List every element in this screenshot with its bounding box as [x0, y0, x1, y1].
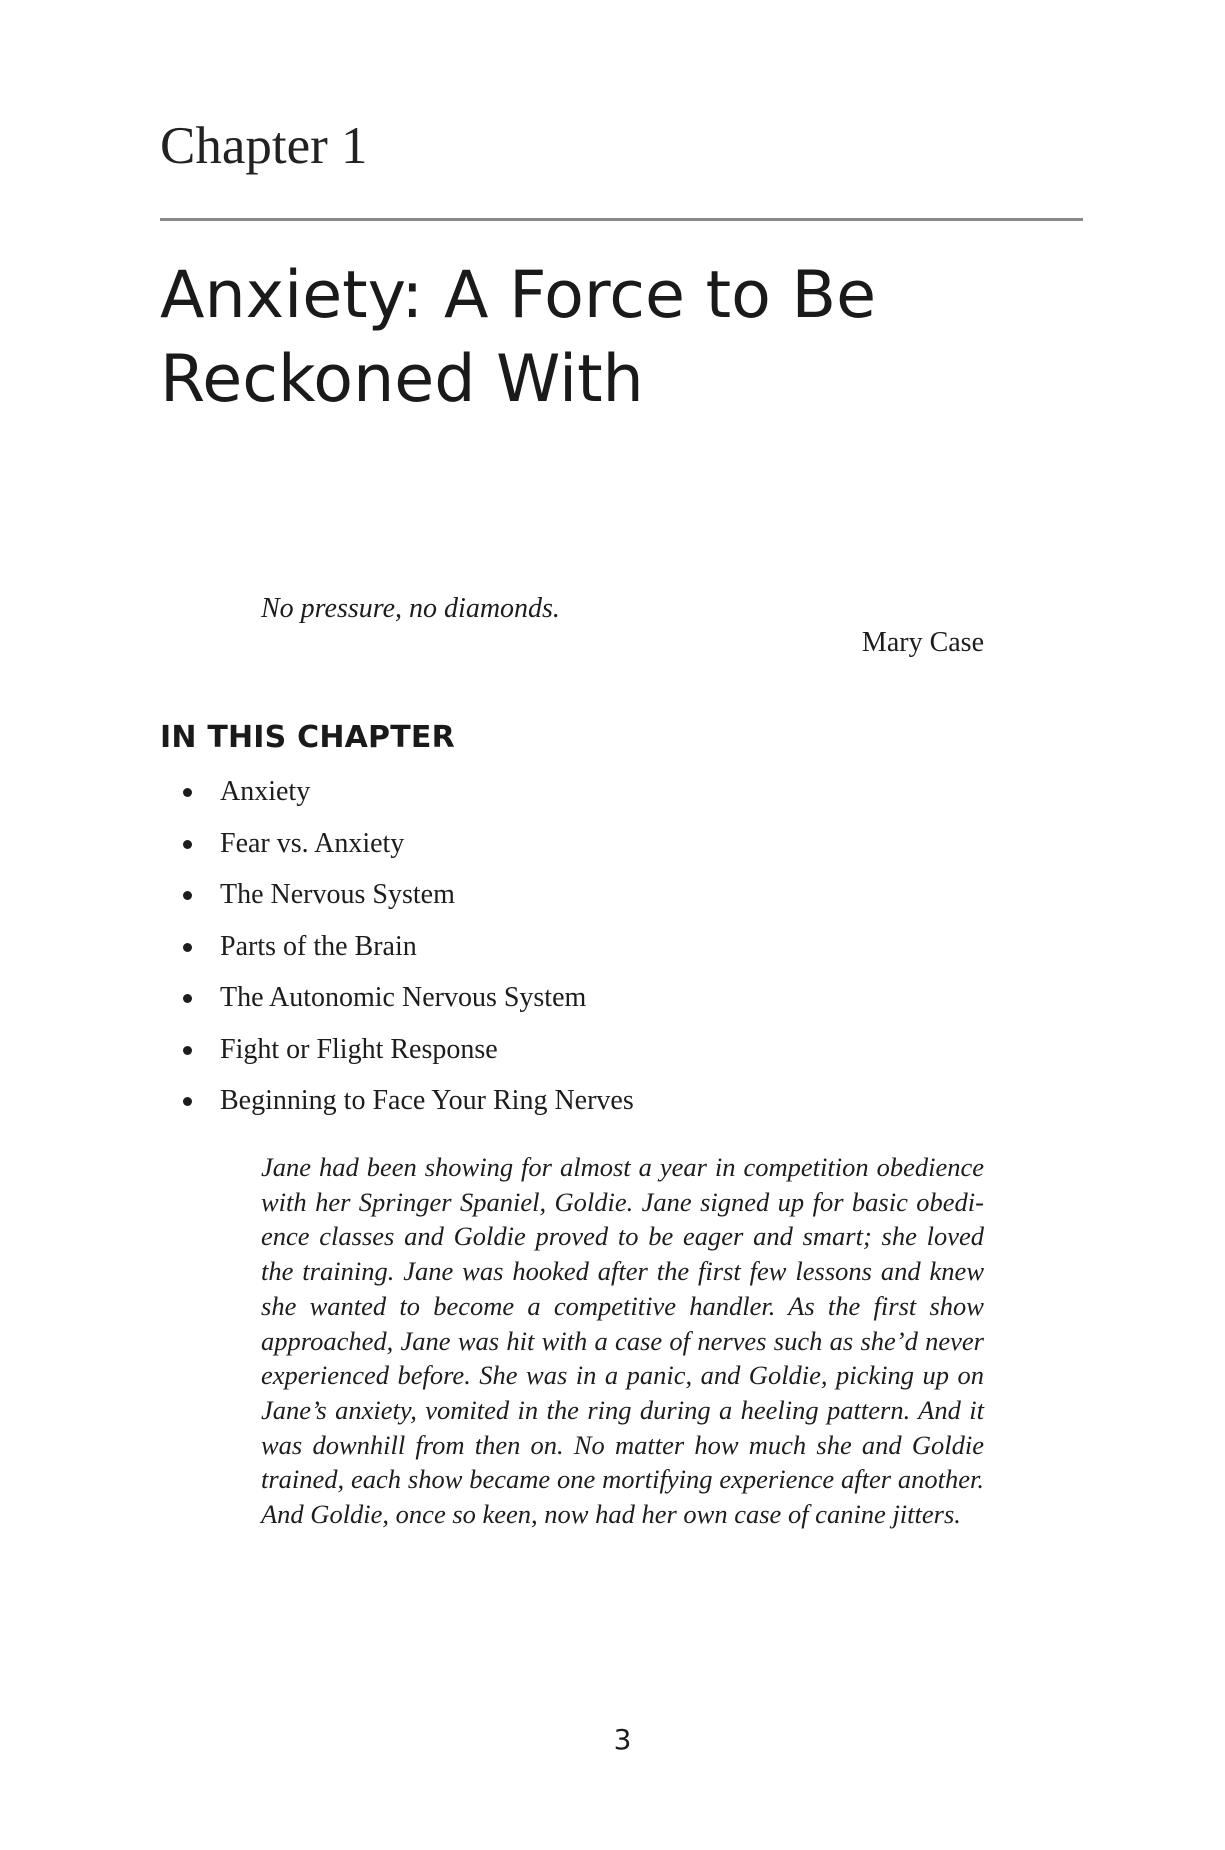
bullet-icon — [183, 788, 192, 797]
chapter-topics-list — [180, 770, 1000, 1131]
bullet-icon — [183, 840, 192, 849]
list-item — [180, 822, 1000, 874]
bullet-icon — [183, 1046, 192, 1055]
list-item-label: Fight or Flight Response — [220, 1033, 498, 1065]
list-item — [180, 976, 1000, 1028]
list-item — [180, 770, 1000, 822]
list-item-label: Parts of the Brain — [220, 930, 417, 962]
chapter-divider — [160, 218, 1083, 221]
bullet-icon — [183, 994, 192, 1003]
list-item-label: The Nervous System — [220, 879, 455, 910]
bullet-icon — [183, 1097, 192, 1106]
chapter-title: Anxiety: A Force to Be Reckoned With — [160, 258, 877, 417]
list-item-label: Anxiety — [220, 776, 311, 807]
bullet-icon — [183, 891, 192, 900]
list-item-label: The Autonomic Nervous System — [220, 982, 587, 1013]
list-item-label: Beginning to Face Your Ring Nerves — [220, 1085, 634, 1116]
list-item — [180, 925, 1000, 977]
chapter-label: Chapter 1 — [160, 117, 368, 175]
opening-story: Jane had been showing for almost a year in competition obedience with her Springer Spaniel, Goldie. Jane signed up for basic obedience classes and Goldie proved to be eager and smart; she loved the training. Jane was hooked after the first few lessons and knew she wanted to become a competitive handler. As the first show approached, Jane was hit with a case of nerves such as she’d never experienced before. She was in a panic, and Goldie, picking up on Jane’s anxiety, vomited in the ring during a heeling pattern. And it was downhill from then on. No matter how much she and Goldie trained, each show became one mortifying experience after another. And Goldie, once so keen, now had her own case of canine jitters. — [261, 1152, 984, 1530]
page-number: 3 — [613, 1723, 632, 1756]
list-item-label: Fear vs. Anxiety — [220, 827, 405, 859]
list-item — [180, 1079, 1000, 1131]
bullet-icon — [183, 943, 192, 952]
epigraph-author: Mary Case — [861, 627, 984, 658]
list-item — [180, 1028, 1000, 1080]
in-this-chapter-heading: IN THIS CHAPTER — [160, 720, 455, 755]
epigraph-quote: No pressure, no diamonds. — [261, 593, 560, 624]
epigraph — [261, 590, 984, 662]
list-item — [180, 873, 1000, 925]
